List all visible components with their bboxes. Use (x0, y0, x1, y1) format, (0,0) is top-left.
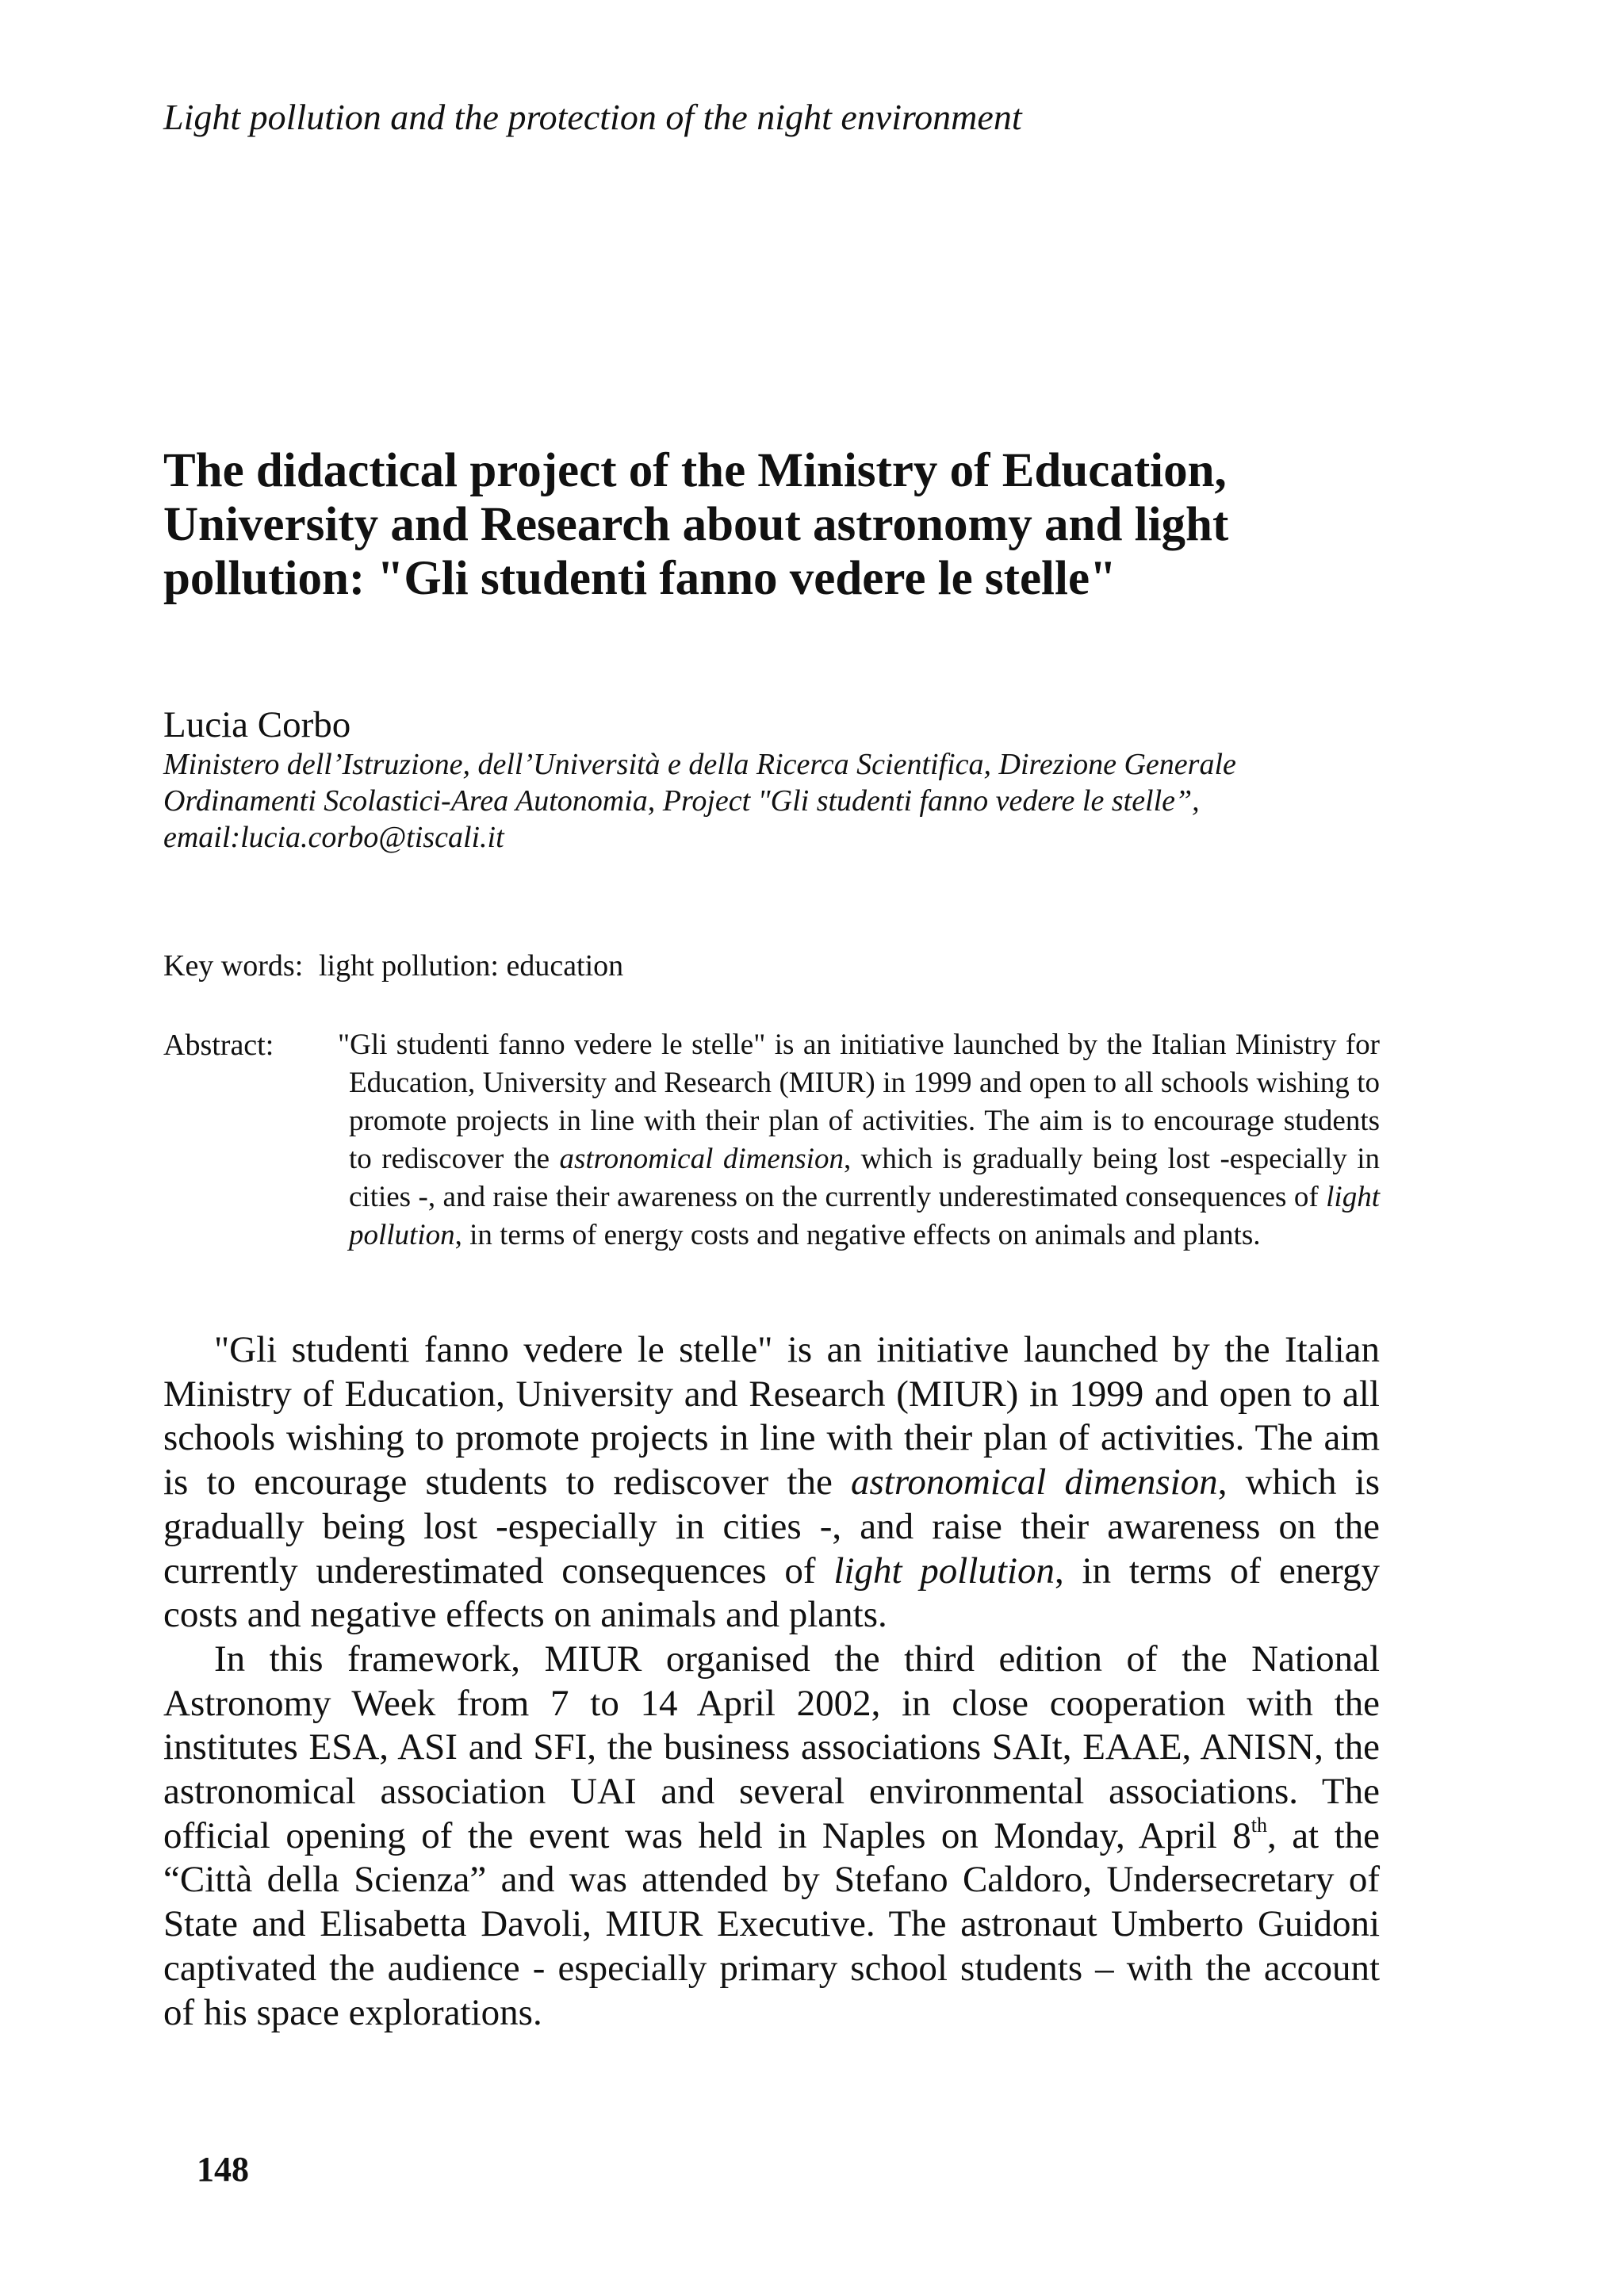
paragraph-text: "Gli studenti fanno vedere le stelle" is an initiative launched by the Italian Ministry of Education, University and Research (MIUR) in 1999 and open to all schools wishing to promote projects in line with their plan of activities. The aim is to encourage students to rediscover the (163, 1329, 1380, 1504)
title-line: University and Research about astronomy and light (163, 498, 1229, 551)
body-text (163, 1328, 1380, 2035)
keywords-label: Key words: (163, 949, 304, 983)
page-number: 148 (197, 2150, 249, 2189)
abstract-text-part: , which is gradually being lost -especially in cities -, and raise their awareness on the currently underestimated consequences of (349, 1143, 1380, 1213)
author-affiliation (163, 746, 1400, 856)
keywords-value: light pollution: education (319, 949, 624, 983)
paragraph-emphasis: astronomical dimension (850, 1462, 1218, 1504)
affiliation-line: Ordinamenti Scolastici-Area Autonomia, Project "Gli studenti fanno vedere le stelle”, (163, 784, 1200, 818)
abstract-text (338, 1026, 1380, 1255)
author-name: Lucia Corbo (163, 704, 351, 745)
paragraph-text: , which is gradually being lost -especially in cities -, and raise their awareness on the currently underestimated consequences of (163, 1462, 1380, 1592)
paragraph-emphasis: light pollution (833, 1550, 1055, 1592)
paper-title (163, 444, 1400, 606)
ordinal-superscript: th (1251, 1813, 1267, 1837)
affiliation-line: Ministero dell’Istruzione, dell’Università e della Ricerca Scientifica, Direzione Generale (163, 748, 1236, 781)
body-paragraph (163, 1328, 1380, 1638)
abstract-emphasis: astronomical dimension (559, 1143, 844, 1175)
abstract-text-part: , in terms of energy costs and negative effects on animals and plants. (454, 1219, 1261, 1251)
title-line: The didactical project of the Ministry of Education, (163, 444, 1227, 497)
paragraph-text: , in terms of energy costs and negative effects on animals and plants. (163, 1550, 1380, 1636)
body-paragraph (163, 1638, 1380, 2035)
abstract-label: Abstract: (163, 1029, 274, 1062)
title-line: pollution: "Gli studenti fanno vedere le stelle" (163, 552, 1116, 605)
abstract-emphasis: light pollution (349, 1181, 1380, 1251)
abstract-text-part: "Gli studenti fanno vedere le stelle" is an initiative launched by the Italian Ministry for Education, University and Research (MIUR) in 1999 and open to all schools wishing to promote projects in line with their plan of activities. The aim is to encourage students to rediscover the (338, 1029, 1380, 1175)
keywords (163, 946, 623, 986)
running-head: Light pollution and the protection of the night environment (163, 97, 1022, 137)
paragraph-text: In this framework, MIUR organised the third edition of the National Astronomy Week from 7 to 14 April 2002, in close cooperation with the institutes ESA, ASI and SFI, the business associations SAIt, EAAE, ANISN, the astronomical association UAI and several environmental associations. The official opening of the event was held in Naples on Monday, April 8 (163, 1638, 1380, 1856)
affiliation-email: email:lucia.corbo@tiscali.it (163, 821, 504, 854)
paragraph-text: , at the “Città della Scienza” and was attended by Stefano Caldoro, Undersecretary of State and Elisabetta Davoli, MIUR Executive. The astronaut Umberto Guidoni captivated the audience - especially primary school students – with the account of his space explorations. (163, 1814, 1381, 2033)
